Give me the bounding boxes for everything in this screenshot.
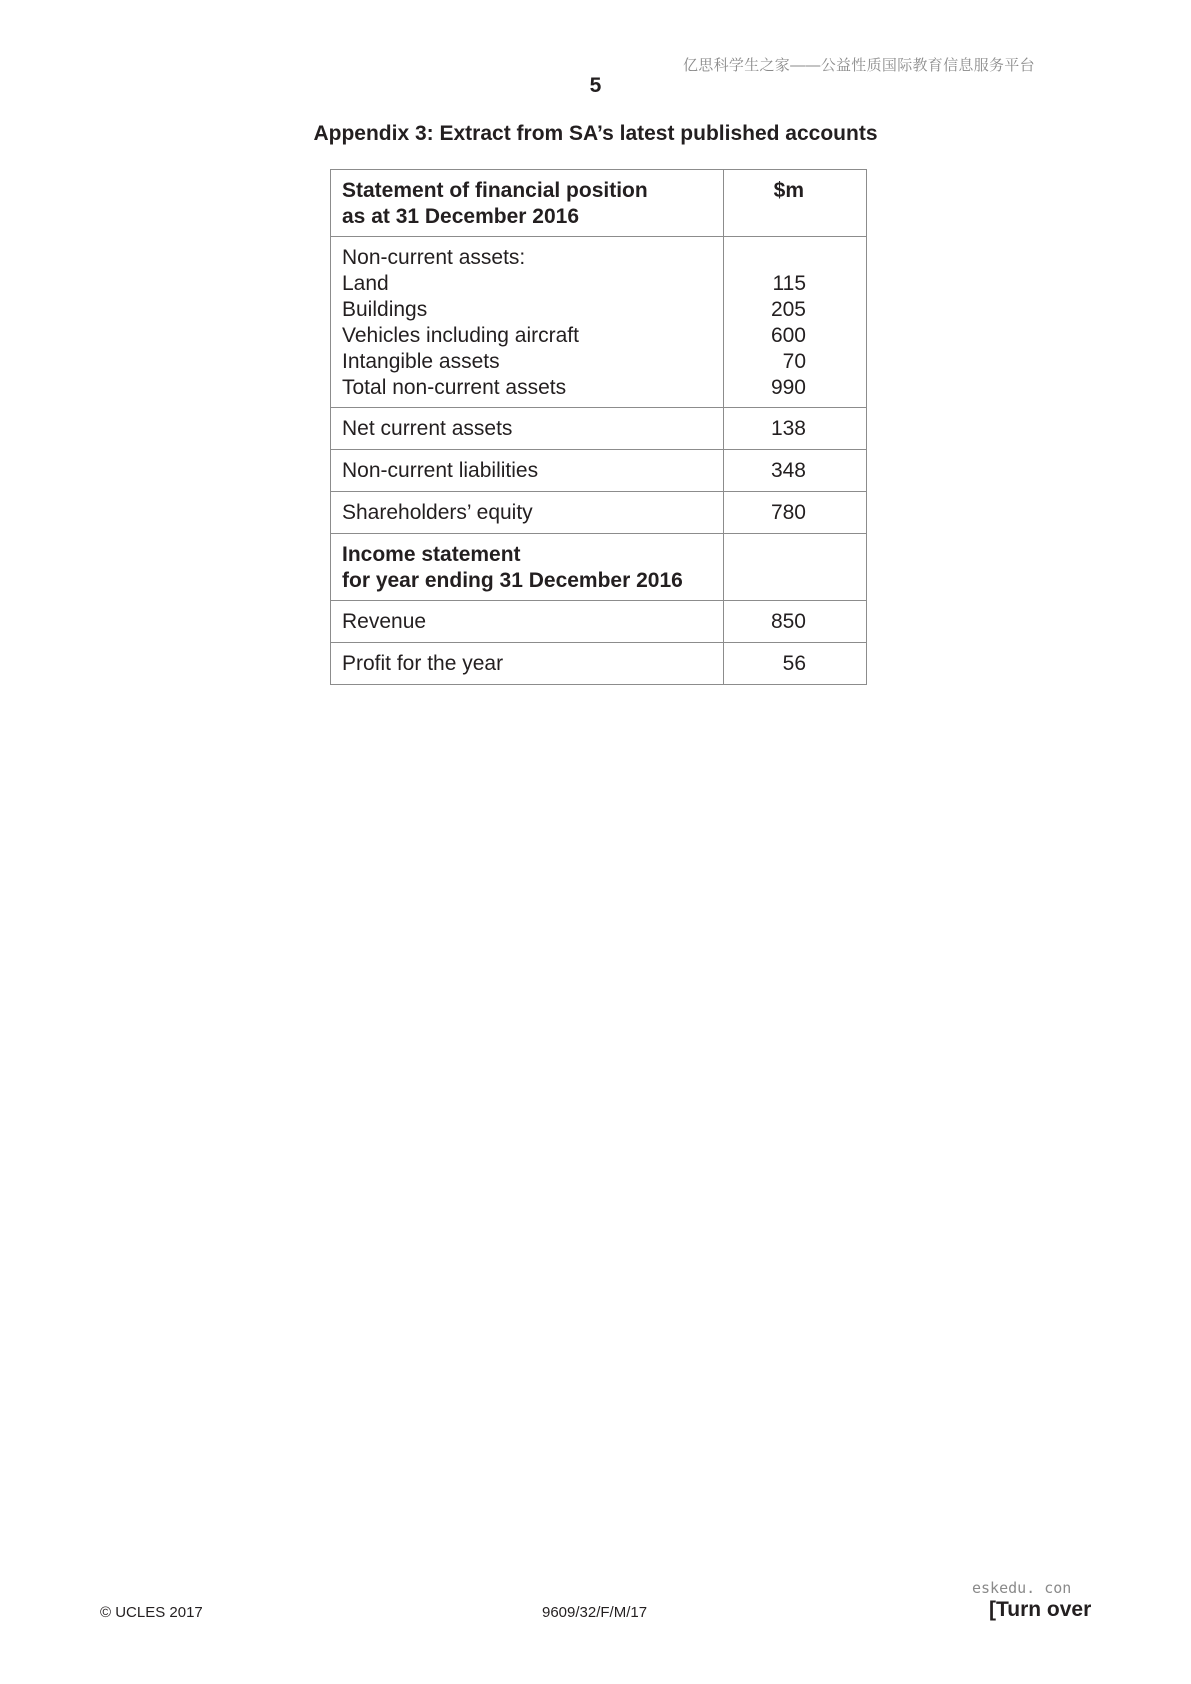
- unit-header: $m: [723, 170, 866, 237]
- table-row: [331, 450, 867, 492]
- accounts-table: [330, 169, 867, 685]
- table-header-row: [331, 170, 867, 237]
- asset-label-intangible: Intangible assets: [342, 350, 500, 373]
- table-row: [331, 601, 867, 643]
- financial-position-heading: [331, 170, 724, 237]
- row-value-revenue: 850: [723, 601, 866, 643]
- row-value-non-current-liabilities: 348: [723, 450, 866, 492]
- financial-position-heading-line2: as at 31 December 2016: [342, 205, 579, 228]
- table-row: [331, 408, 867, 450]
- asset-value-land: 115: [772, 272, 806, 295]
- asset-label-land: Land: [342, 272, 389, 295]
- row-label-profit: Profit for the year: [331, 643, 724, 685]
- table-row: [331, 643, 867, 685]
- appendix-title: Appendix 3: Extract from SA’s latest published accounts: [313, 122, 878, 145]
- row-label-revenue: Revenue: [331, 601, 724, 643]
- non-current-assets-labels: [331, 237, 724, 408]
- turn-over-label: [Turn over: [989, 1598, 1092, 1621]
- non-current-assets-values: [723, 237, 866, 408]
- income-statement-heading-line2: for year ending 31 December 2016: [342, 569, 683, 592]
- financial-position-heading-line1: Statement of financial position: [342, 179, 648, 202]
- non-current-assets-heading: Non-current assets:: [342, 246, 526, 269]
- header-watermark: 亿思科学生之家——公益性质国际教育信息服务平台: [683, 57, 1035, 74]
- table-row: [331, 492, 867, 534]
- asset-label-vehicles: Vehicles including aircraft: [342, 324, 579, 347]
- income-statement-header-row: [331, 534, 867, 601]
- asset-value-intangible: 70: [782, 350, 806, 373]
- income-statement-empty-cell: [723, 534, 866, 601]
- asset-value-total: 990: [770, 376, 806, 399]
- non-current-assets-row: [331, 237, 867, 408]
- income-statement-heading: [331, 534, 724, 601]
- row-value-net-current-assets: 138: [723, 408, 866, 450]
- footer-paper-code: 9609/32/F/M/17: [542, 1604, 648, 1621]
- row-label-net-current-assets: Net current assets: [331, 408, 724, 450]
- row-value-profit: 56: [723, 643, 866, 685]
- asset-label-buildings: Buildings: [342, 298, 428, 321]
- footer-watermark: eskedu. con: [972, 1579, 1072, 1597]
- asset-label-total: Total non-current assets: [342, 376, 567, 399]
- footer-copyright: © UCLES 2017: [100, 1604, 203, 1621]
- asset-value-vehicles: 600: [770, 324, 806, 347]
- asset-value-buildings: 205: [770, 298, 806, 321]
- row-value-shareholders-equity: 780: [723, 492, 866, 534]
- row-label-shareholders-equity: Shareholders’ equity: [331, 492, 724, 534]
- page-number: 5: [589, 74, 602, 97]
- row-label-non-current-liabilities: Non-current liabilities: [331, 450, 724, 492]
- income-statement-heading-line1: Income statement: [342, 543, 521, 566]
